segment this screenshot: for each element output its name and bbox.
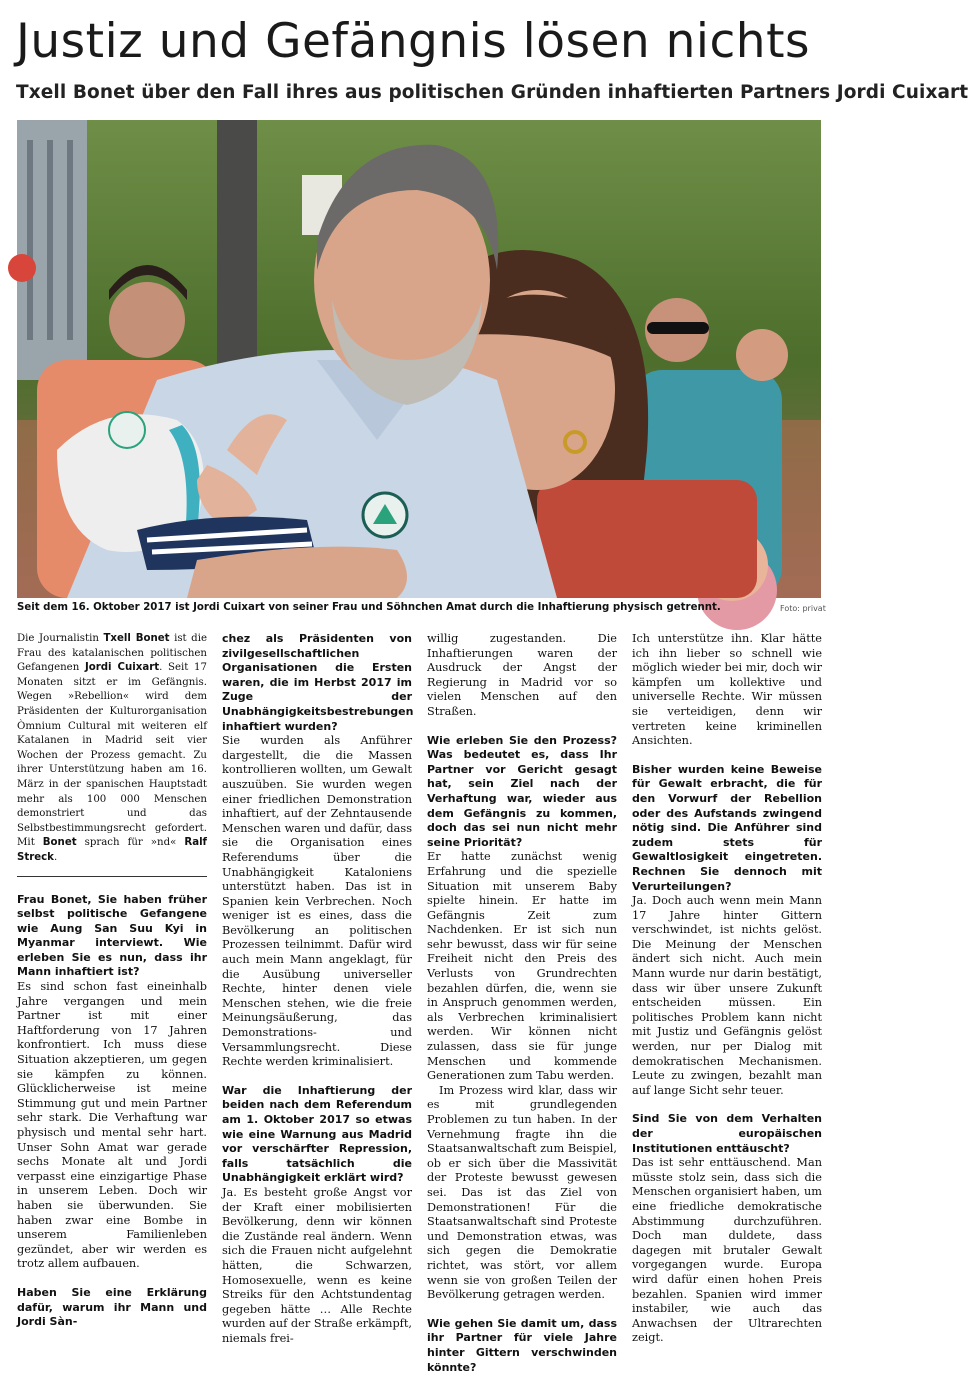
interview-answer: willig zugestanden. Die Inhaftierungen waren der Ausdruck der Angst der Regierung in Madrid vor so vielen Menschen auf den Straßen.	[427, 632, 617, 718]
interview-question: Frau Bonet, Sie haben früher selbst politische Gefangene wie Aung San Suu Kyi in Myanmar interviewt. Wie erleben Sie es nun, dass ihr Mann inhaftiert ist?	[17, 892, 207, 979]
interview-question: Sind Sie von dem Verhalten der europäischen Institutionen enttäuscht?	[632, 1112, 822, 1155]
interview-question: War die Inhaftierung der beiden nach dem Referendum am 1. Oktober 2017 so etwas wie eine Warnung aus Madrid vor verschärfter Repression, falls tatsächlich die Unabhängigkeit erklärt wird?	[222, 1083, 412, 1185]
interview-question: Wie erleben Sie den Prozess? Was bedeutet es, dass Ihr Partner vor Gericht gesagt hat, sein Ziel nach der Verhaftung war, wieder aus dem Gefängnis zu kommen, doch das sei nun nicht mehr seine Priorität?	[427, 733, 617, 849]
interview-answer: Das ist sehr enttäuschend. Man müsste stolz sein, dass sich die Menschen organisiert haben, um eine friedliche demokratische Abstimmung durchzuführen. Doch man duldete, dass dagegen mit brutaler Gewalt vorgegangen wurde. Europa wird dafür einen hohen Preis bezahlen. Spanien wird immer instabiler, wie auch das Anwachsen der Ultrarechten zeigt.	[632, 1156, 822, 1345]
interview-answer: Sie wurden als Anführer dargestellt, die die Massen kontrollieren wollten, um Gewalt auszuüben. Sie wurden wegen einer friedlichen Demonstration inhaftiert, auf der Zehntausende Menschen waren und dafür, dass sie die Organisation eines Referendums über die Unabhängigkeit Kataloniens unterstützt haben. Das ist in Spanien kein Verbrechen. Noch weniger ist es eines, dass die Bevölkerung an politischen Prozessen teilnimmt. Dafür wird auch mein Mann angeklagt, für die Ausübung universeller Rechte, hinter denen viele Menschen stehen, wie die freie Meinungsäußerung, das Demonstrations- und Versammlungsrecht. Diese Rechte werden kriminalisiert.	[222, 734, 412, 1069]
interview-question: chez als Präsidenten von zivilgesellschaftlichen Organisationen die Ersten waren, die im Herbst 2017 im Zuge der Unabhängigkeitsbestrebungen inhaftiert wurden?	[222, 632, 414, 733]
article-column-3	[427, 632, 617, 1375]
interview-question: Wie gehen Sie damit um, dass ihr Partner für viele Jahre hinter Gittern verschwinden könnte?	[427, 1316, 617, 1374]
photo-caption: Seit dem 16. Oktober 2017 ist Jordi Cuixart von seiner Frau und Söhnchen Amat durch die Inhaftierung physisch getrennt.	[17, 602, 721, 613]
headline: Justiz und Gefängnis lösen nichts	[16, 14, 810, 69]
article-column-1	[17, 632, 207, 1330]
intro-name: Txell Bonet	[103, 633, 170, 644]
intro-author: Ralf Streck	[17, 837, 207, 863]
interview-question: Haben Sie eine Erklärung dafür, warum ihr Mann und Jordi Sàn-	[17, 1285, 207, 1329]
interview-answer: Im Prozess wird klar, dass wir es mit grundlegenden Problemen zu tun haben. In der Vernehmung fragte ihn die Staatsanwaltschaft zum Beispiel, ob er sich über die Massivität der Proteste bewusst gewesen sei. Das ist das Ziel von Demonstrationen! Für die Staatsanwaltschaft sind Proteste und Demonstration etwas, was sich gegen die Demokratie richtet, was stört, vor allem wenn sie von großen Teilen der Bevölkerung getragen werden.	[427, 1083, 617, 1302]
article-column-4	[632, 632, 822, 1346]
article-column-2	[222, 632, 412, 1347]
intro-name: Bonet	[42, 837, 77, 849]
subheadline: Txell Bonet über den Fall ihres aus politischen Gründen inhaftierten Partners Jordi Cuixart	[16, 82, 968, 103]
interview-answer: Er hatte zunächst wenig Erfahrung und die spezielle Situation mit unserem Baby spielte hinein. Er hatte im Gefängnis Zeit zum Nachdenken. Er ist sich nun sehr bewusst, dass wir für seine Freiheit nicht den Preis des Verlusts von Grundrechten bezahlen dürfen, die, wenn sie in Anspruch genommen werden, als Verbrechen kriminalisiert werden. Wir können nicht zulassen, dass sie für junge Menschen und kommende Generationen zum Tabu werden.	[427, 850, 617, 1083]
interview-question: Bisher wurden keine Beweise für Gewalt erbracht, die für den Vorwurf der Rebellion oder des Aufstands zwingend nötig sind. Die Anführer sind zudem stets für Gewaltlosigkeit eingetreten. Rechnen Sie dennoch mit Verurteilungen?	[632, 762, 822, 893]
interview-answer: Es sind schon fast eineinhalb Jahre vergangen und mein Partner ist mit einer Haftforderung von 17 Jahren konfrontiert. Ich muss diese Situation akzeptieren, um gegen sie kämpfen zu können. Glücklicherweise ist meine Stimmung gut und mein Partner sehr stark. Die Verhaftung war physisch und mental sehr hart. Unser Sohn Amat war gerade sechs Monate alt und Jordi verpasst eine einzigartige Phase in unserem Leben. Doch wir haben sie überwunden. Sie haben zwar eine Bombe in unserem Familienleben gezündet, aber wir werden es trotz allem aufbauen.	[17, 980, 207, 1271]
article-intro: Die Journalistin Txell Bonet ist die Frau des katalanischen politischen Gefangenen Jordi Cuixart. Seit 17 Monaten sitzt er im Gefängnis. Wegen »Rebellion« wird dem Präsidenten der Kulturorganisation Òmnium Cultural mit weiteren elf Katalanen in Madrid seit vier Wochen der Prozess gemacht. Zu ihrer Unterstützung haben am 16. März in der spanischen Hauptstadt mehr als 100 000 Menschen demonstriert und das Selbstbestimmungsrecht gefordert. Mit Bonet sprach für »nd« Ralf Streck.	[17, 632, 207, 877]
interview-answer: Ja. Doch auch wenn mein Mann 17 Jahre hinter Gittern verschwindet, ist nichts gelöst. Die Meinung der Menschen ändert sich nicht. Auch mein Mann wurde nur darin bestätigt, dass wir über unsere Zukunft entscheiden müssen. Ein politisches Problem kann nicht mit Justiz und Gefängnis gelöst werden, nur per Dialog mit demokratischen Mechanismen. Leute zu zwingen, bezahlt man auf lange Sicht sehr teuer.	[632, 894, 822, 1097]
article-photo	[17, 120, 821, 598]
photo-illustration	[17, 120, 821, 598]
interview-answer: Ich unterstütze ihn. Klar hätte ich ihn lieber so schnell wie möglich wieder bei mir, doch wir kämpfen um kollektive und universelle Rechte. Wir müssen sie verteidigen, denn wir vertreten keine kriminellen Ansichten.	[632, 632, 822, 748]
photo-credit: Foto: privat	[780, 604, 826, 613]
intro-name: Jordi Cuixart	[84, 662, 160, 674]
interview-answer: Ja. Es besteht große Angst vor der Kraft einer mobilisierten Bevölkerung, denn wir können die Zustände real ändern. Wenn sich die Frauen nicht aufgelehnt hätten, die Schwarzen, Homosexuelle, wenn es keine Streiks für den Achtstundentag gegeben hätte … Alle Rechte wurden auf der Straße erkämpft, niemals frei-	[222, 1185, 412, 1345]
